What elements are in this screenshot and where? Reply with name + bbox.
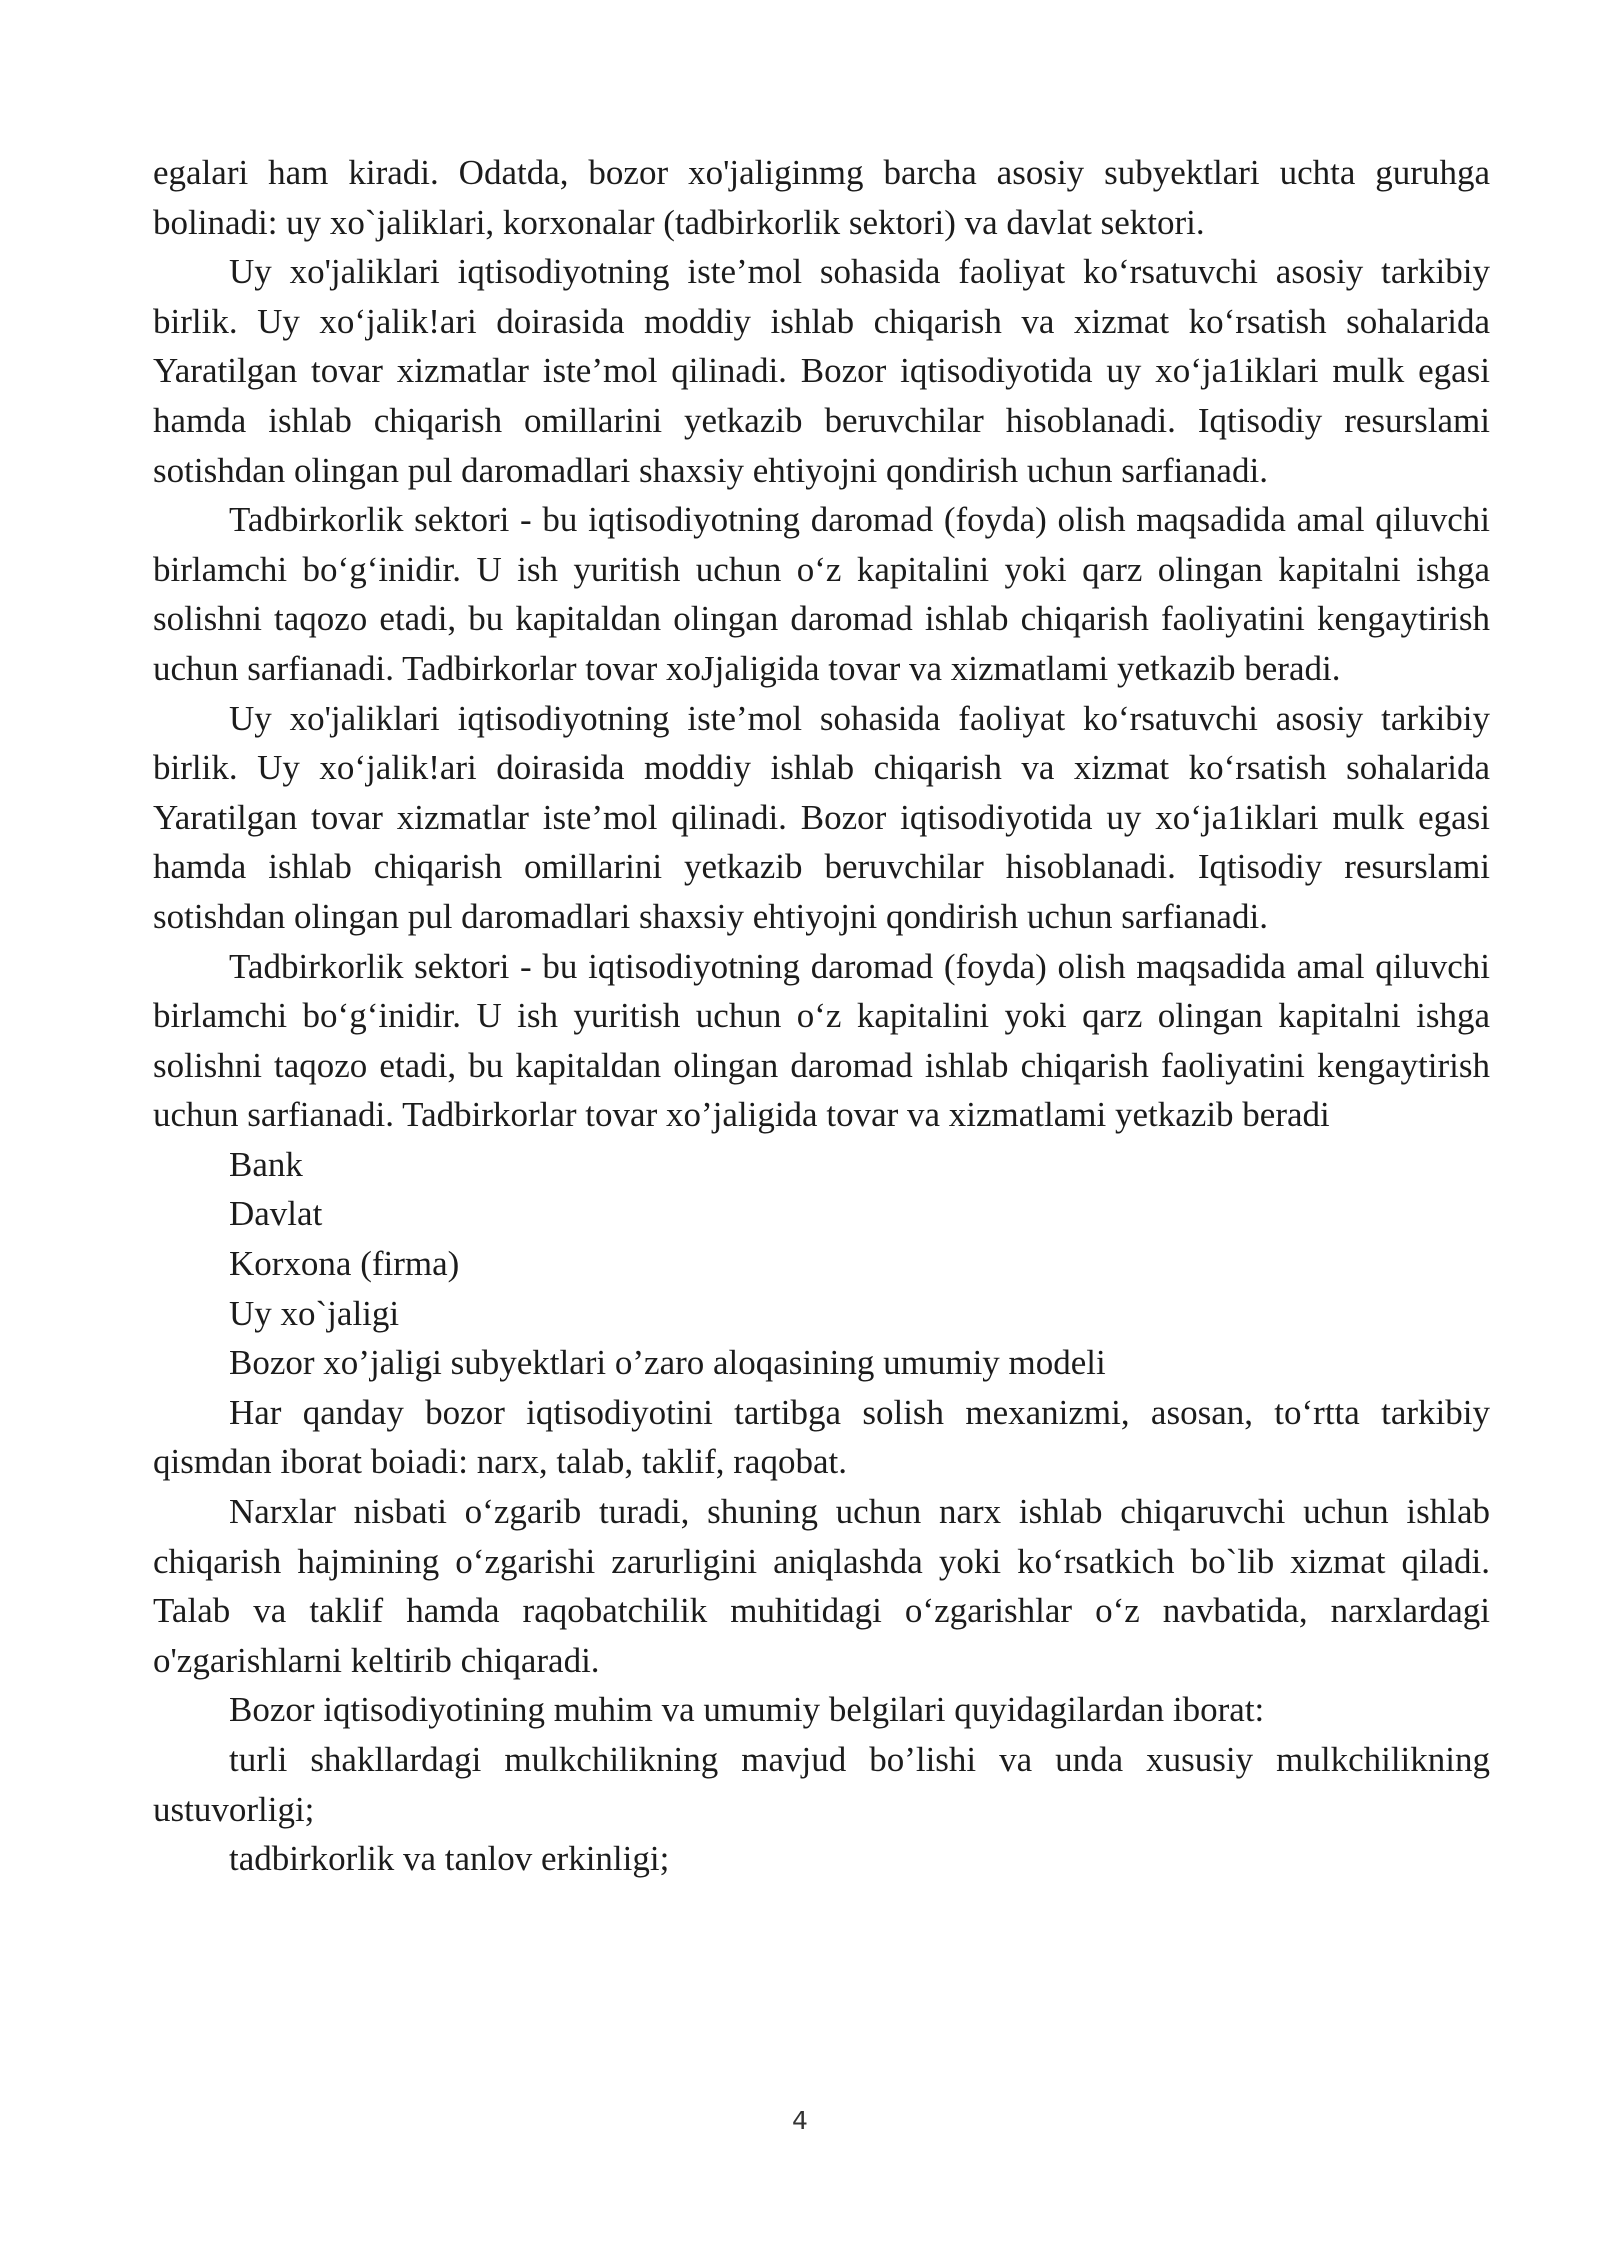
- paragraph-households-2: Uy xo'jaliklari iqtisodiyotning iste’mol sohasida faoliyat ko‘rsatuvchi asosiy tarkibiy birlik. Uy xo‘jalik!ari doirasida moddiy ishlab chiqarish va xizmat ko‘rsatish sohalarida Yaratilgan tovar xizmatlar iste’mol qilinadi. Bozor iqtisodiyotida uy xo‘ja1iklari mulk egasi hamda ishlab chiqarish omillarini yetkazib beruvchilar hisoblanadi. Iqtisodiy resurslami sotishdan olingan pul daromadlari shaxsiy ehtiyojni qondirish uchun sarfianadi.: [153, 698, 1490, 936]
- paragraph-prices: Narxlar nisbati o‘zgarib turadi, shuning uchun narx ishlab chiqaruvchi uchun ishlab chiqarish hajmining o‘zgarishi zarurligini aniqlashda yoki ko‘rsatkich bo`lib xizmat qiladi. Talab va taklif hamda raqobatchilik muhitidagi o‘zgarishlar o‘z navbatida, narxlardagi o'zgarishlarni keltirib chiqaradi.: [153, 1492, 1490, 1680]
- paragraph-business-sector-1: Tadbirkorlik sektori - bu iqtisodiyotning daromad (foyda) olish maqsadida amal qiluvchi birlamchi bo‘g‘inidir. U ish yuritish uchun o‘z kapitalini yoki qarz olingan kapitalni ishga solishni taqozo etadi, bu kapitaldan olingan daromad ishlab chiqarish faoliyatini kengaytirish uchun sarfianadi. Tadbirkorlar tovar xoJjaligida tovar va xizmatlami yetkazib beradi.: [153, 500, 1490, 688]
- paragraph-business-sector-2: Tadbirkorlik sektori - bu iqtisodiyotning daromad (foyda) olish maqsadida amal qiluvchi birlamchi bo‘g‘inidir. U ish yuritish uchun o‘z kapitalini yoki qarz olingan kapitalni ishga solishni taqozo etadi, bu kapitaldan olingan daromad ishlab chiqarish faoliyatini kengaytirish uchun sarfianadi. Tadbirkorlar tovar xo’jaligida tovar va xizmatlami yetkazib beradi: [153, 946, 1490, 1135]
- paragraph-market-features: Bozor iqtisodiyotining muhim va umumiy belgilari quyidagilardan iborat:: [229, 1690, 1265, 1730]
- model-item-state: Davlat: [229, 1194, 323, 1234]
- model-item-enterprise: Korxona (firma): [229, 1244, 460, 1284]
- model-caption: Bozor xo’jaligi subyektlari o’zaro aloqasining umumiy modeli: [229, 1343, 1106, 1383]
- document-page: [153, 148, 1490, 1884]
- list-item-freedom: tadbirkorlik va tanlov erkinligi;: [229, 1839, 670, 1879]
- model-item-household: Uy xo`jaligi: [229, 1293, 400, 1333]
- paragraph-continuation: egalari ham kiradi. Odatda, bozor xo'jaliginmg barcha asosiy subyektlari uchta guruhga bolinadi: uy xo`jaliklari, korxonalar (tadbirkorlik sektori) va davlat sektori.: [153, 153, 1490, 242]
- paragraph-market-mechanism: Har qanday bozor iqtisodiyotini tartibga solish mexanizmi, asosan, to‘rtta tarkibiy qismdan iborat boiadi: narx, talab, taklif, raqobat.: [153, 1392, 1490, 1482]
- paragraph-households-1: Uy xo'jaliklari iqtisodiyotning iste’mol sohasida faoliyat ko‘rsatuvchi asosiy tarkibiy birlik. Uy xo‘jalik!ari doirasida moddiy ishlab chiqarish va xizmat ko‘rsatish sohalarida Yaratilgan tovar xizmatlar iste’mol qilinadi. Bozor iqtisodiyotida uy xo‘ja1iklari mulk egasi hamda ishlab chiqarish omillarini yetkazib beruvchilar hisoblanadi. Iqtisodiy resurslami sotishdan olingan pul daromadlari shaxsiy ehtiyojni qondirish uchun sarfianadi.: [153, 252, 1490, 490]
- page-number: 4: [792, 2106, 808, 2135]
- model-item-bank: Bank: [229, 1144, 303, 1184]
- list-item-ownership: turli shakllardagi mulkchilikning mavjud bo’lishi va unda xususiy mulkchilikning ustuvorligi;: [153, 1740, 1490, 1829]
